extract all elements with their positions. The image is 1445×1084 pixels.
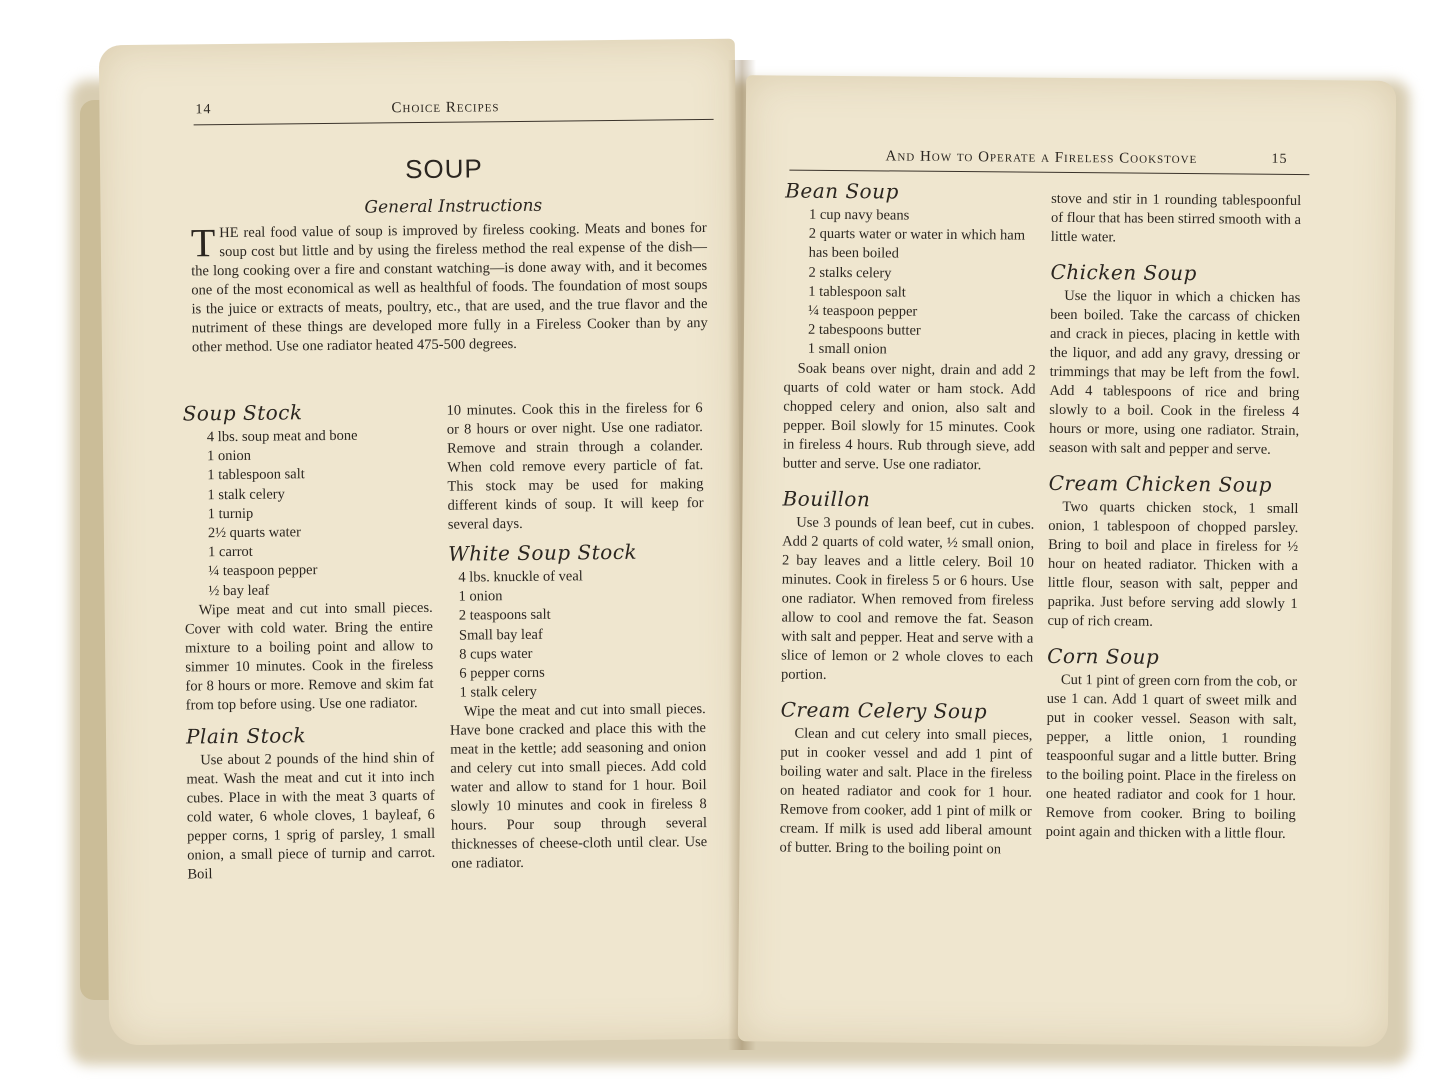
ingredient: 2 quarts water or water in which ham has been boiled	[808, 225, 1026, 262]
cream-celery-continued: stove and stir in 1 rounding tablespoonful of flour that has been stirred smooth with a little water.	[1050, 190, 1302, 246]
soup-stock-directions: Wipe meat and cut into small pieces. Cover with cold water. Bring the entire mixture to a boiling point and allow to simmer 10 minutes. Cook in the fireless for 8 hours or more. Remove and skim fat from top before using. Use one radiator.	[184, 599, 434, 714]
recipe-title-bouillon: Bouillon	[782, 486, 871, 511]
ingredient: 1 tablespoon salt	[808, 283, 906, 301]
recipe-title-cream-celery-soup: Cream Celery Soup	[780, 697, 988, 723]
left-column	[182, 396, 435, 884]
plain-stock-continued: 10 minutes. Cook this in the fireless for 6 or 8 hours or over night. Use one radiator. Remove and strain through a colander. When cold remove every particle of fat. This stock may be used for making different kinds of soup. It will keep for several days.	[446, 400, 704, 533]
drop-cap: T	[190, 220, 216, 266]
ingredient: 1 stalk celery	[207, 486, 285, 503]
ingredient: 1 tablespoon salt	[207, 466, 305, 484]
header-rule-right	[789, 170, 1309, 176]
ingredient: 1 onion	[458, 588, 503, 605]
right-page	[738, 75, 1396, 1047]
ingredient: 1 onion	[207, 447, 252, 465]
recipe-title-soup-stock: Soup Stock	[182, 400, 303, 426]
recipe-title-plain-stock: Plain Stock	[185, 723, 307, 749]
white-soup-stock-directions: Wipe the meat and cut into small pieces. Have bone cracked and place this with the meat in the kettle; add seasoning and onion and celery cut into small pieces. Add cold water and allow to stand for 1 hour. Boil slowly 10 minutes and cook in fireless 8 hours. Pour soup through several thicknesses of cheese-cloth until clear. Use one radiator.	[449, 701, 708, 873]
ingredient: 8 cups water	[459, 645, 533, 663]
recipe-title-corn-soup: Corn Soup	[1047, 643, 1160, 669]
intro-paragraph	[191, 219, 708, 357]
chicken-soup-directions: Use the liquor in which a chicken has been boiled. Take the carcass of chicken and crack in pieces, placing in kettle with the liquor, and add any gravy, dressing or trimmings that may be left from the fowl. Add 4 tablespoons of rice and bring slowly to a boil. Cook in the fireless 4 hours or more, using one radiator. Strain, season with salt and pepper and serve.	[1048, 287, 1301, 458]
ingredient: 2 teaspoons salt	[458, 607, 551, 625]
intro-text: HE real food value of soup is improved by fireless cooking. Meats and bones for soup cost but little and by using the fireless method the real expense of the dish—the long cooking over a fire and constant watching—is done away with, and it becomes one of the most economical as well as healthful of foods. The foundation of most soups is the juice or extracts of meats, poultry, etc., that are used, and the true flavor and the nutriment of these things are developed more fully in a Fireless Cooker than by any other method. Use one radiator heated 475-500 degrees.	[191, 220, 708, 356]
ingredient: ½ bay leaf	[208, 582, 270, 599]
ingredient: 4 lbs. soup meat and bone	[206, 427, 358, 446]
page-number-right: 15	[1271, 151, 1288, 167]
ingredient: 1 cup navy beans	[808, 206, 910, 224]
corn-soup-directions: Cut 1 pint of green corn from the cob, or use 1 can. Add 1 quart of sweet milk and put in cooker vessel. Season with salt, pepper, a little onion, 1 rounding teaspoonful sugar and a little butter. Bring to the boiling point. Place in the fireless on one heated radiator and cook for 1 hour. Remove from cooker. Bring to boiling point again and thicken with a little flour.	[1045, 671, 1298, 842]
cream-chicken-soup-directions: Two quarts chicken stock, 1 small onion, 1 tablespoon of chopped parsley. Bring to boil and place in fireless for ½ hour on heated radiator. Thicken with a little flour, season with salt, pepper and paprika. Just before serving add slowly 1 cup of rich cream.	[1047, 498, 1299, 630]
ingredient: ¼ teaspoon pepper	[208, 562, 318, 580]
right-column-right-page	[1046, 190, 1302, 844]
bean-soup-ingredients	[784, 206, 1037, 362]
recipe-title-cream-chicken-soup: Cream Chicken Soup	[1048, 470, 1273, 497]
ingredient: 1 turnip	[207, 505, 254, 523]
ingredient: 1 small onion	[807, 341, 887, 358]
cream-celery-soup-directions: Clean and cut celery into small pieces, put in cooker vessel and add 1 pint of boiling water and salt. Place in the fireless on heated radiator and cook for 1 hour. Remove from cooker, add 1 pint of milk or cream. If milk is used add liberal amount of butter. Bring to the boiling point on	[779, 725, 1033, 858]
ingredient: 2 tabespoons butter	[807, 321, 921, 339]
bean-soup-directions: Soak beans over night, drain and add 2 quarts of cold water or ham stock. Add chopped celery and onion, also salt and pepper. Boil slowly for 15 minutes. Cook in fireless 4 hours. Rub through sieve, add butter and serve. Use one radiator.	[782, 360, 1036, 473]
recipe-title-white-soup-stock: White Soup Stock	[447, 539, 638, 566]
recipe-title-bean-soup: Bean Soup	[785, 178, 899, 204]
plain-stock-directions: Use about 2 pounds of the hind shin of meat. Wash the meat and cut it into inch cubes. Place in with the meat 3 quarts of cold water, 6 whole cloves, 1 bayleaf, 6 pepper corns, 1 sprig of parsley, 1 small onion, a small piece of turnip and carrot. Boil	[186, 749, 436, 883]
ingredient: 2½ quarts water	[207, 524, 301, 542]
page-title: SOUP	[404, 153, 483, 185]
ingredient: 2 stalks celery	[808, 264, 892, 282]
right-column-left-page	[447, 399, 708, 874]
ingredient: 4 lbs. knuckle of veal	[458, 568, 583, 586]
ingredient: 6 pepper corns	[459, 664, 545, 682]
ingredient: Small bay leaf	[458, 626, 543, 644]
ingredient: 1 stalk celery	[459, 684, 537, 701]
white-soup-stock-ingredients	[448, 566, 705, 703]
recipe-title-chicken-soup: Chicken Soup	[1050, 259, 1198, 286]
left-column-right-page	[779, 176, 1037, 860]
ingredient: ¼ teaspoon pepper	[808, 302, 918, 320]
section-subtitle: General Instructions	[364, 195, 543, 218]
running-head-left: Choice Recipes	[391, 99, 500, 117]
running-head-right: And How to Operate a Fireless Cookstove	[885, 148, 1198, 168]
soup-stock-ingredients	[183, 426, 433, 601]
ingredient: 1 carrot	[208, 543, 253, 561]
header-rule-left	[194, 119, 714, 125]
page-number-left: 14	[195, 102, 212, 118]
left-page	[99, 39, 745, 1046]
bouillon-directions: Use 3 pounds of lean beef, cut in cubes. Add 2 quarts of cold water, ½ small onion, 2 bay leaves and a little celery. Boil 10 minutes. Cook in fireless 5 or 6 hours. Use one radiator. When removed from fireless allow to cool and remove the fat. Season with salt and pepper. Heat and serve with a slice of lemon or 2 whole cloves to each portion.	[780, 514, 1035, 683]
